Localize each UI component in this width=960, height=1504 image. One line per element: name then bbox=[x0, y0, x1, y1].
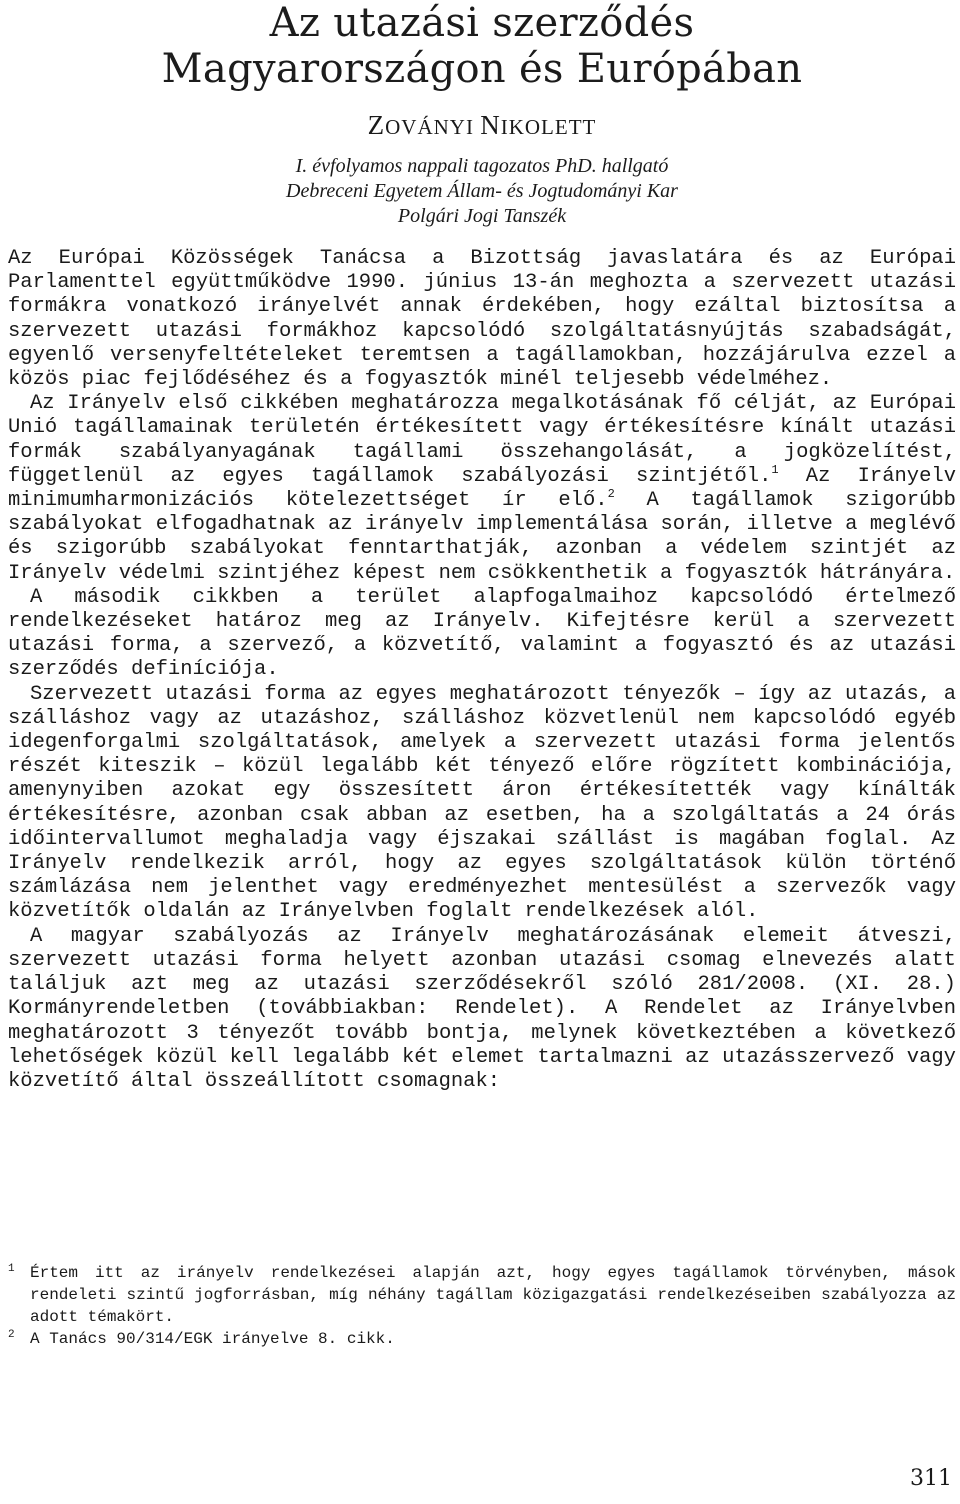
affiliation-line-3: Polgári Jogi Tanszék bbox=[397, 205, 567, 227]
footnote-1 bbox=[8, 1262, 956, 1328]
paragraph-2-part-a: Az Irányelv első cikkében meghatározza megalkotásának fő célját, az Európai Unió tagállamainak területén értékesített vagy értékesítésre kínált utazási formák szabályanyagának tagállami összehangolását, a jogközelítést, függetlenül az egyes tagállamok szabályozási szintjétől. bbox=[8, 392, 956, 488]
author-first-initial: Z bbox=[367, 110, 386, 140]
author-name bbox=[8, 110, 956, 140]
paragraph-5: A magyar szabályozás az Irányelv meghatározásának elemeit átveszi, szervezett utazási forma helyett azonban utazási csomag elnevezés alatt találjuk azt meg az utazási szerződésekről szóló 281/2008. (XI. 28.) Kormányrendeletben (továbbiakban: Rendelet). A Rendelet az Irányelvben meghatározott 3 tényezőt tovább bontja, melynek következtében a következő lehetőségek közül kell legalább két elemet tartalmazni az utazásszervező vagy közvetítő által összeállított csomagnak: bbox=[8, 924, 956, 1093]
footnote-2-text: A Tanács 90/314/EGK irányelve 8. cikk. bbox=[30, 1330, 395, 1348]
paragraph-2-part-b: Az Irányelv minimumharmonizációs kötelezettséget ír elő. bbox=[8, 464, 957, 513]
author-affiliation bbox=[8, 154, 956, 229]
author-first-rest: OVÁNYI bbox=[385, 115, 474, 139]
document-page bbox=[8, 0, 956, 1504]
footnote-1-text: Értem itt az irányelv rendelkezései alapján azt, hogy egyes tagállamok törvényben, mások rendeleti szintű jogforrásban, míg néhány tagállam közigazgatási rendelkezéseiben szabályozza az adott témakört. bbox=[30, 1264, 956, 1326]
paragraph-4: Szervezett utazási forma az egyes meghatározott tényezők – így az utazás, a szálláshoz vagy az utazáshoz, szálláshoz közvetlenül nem kapcsolódó egyéb idegenforgalmi szolgáltatások, amelyek a szervezett utazási forma jelentős részét kiteszik – közül legalább két tényező előre rögzített kombinációja, amenynyiben azokat egy összesített áron értékesítették vagy kínálták értékesítésre, azonban csak abban az esetben, ha a szolgáltatás a 24 órás időintervallumot meghaladja vagy éjszakai szállást is magában foglal. Az Irányelv rendelkezik arról, hogy az egyes szolgáltatások külön történő számlázása nem jelenthet vagy eredményezhet mentesülést a szervezők vagy közvetítők oldalán az Irányelvben foglalt rendelkezések alól. bbox=[8, 682, 956, 924]
paragraph-2-part-c: A tagállamok szigorúbb szabályokat elfogadhatnak az irányelv implementálása során, illetve a meglévő és szigorúbb szabályokat fenntarthatják, azonban a védelem szintjét az Irányelv védelmi szintjéhez képest nem csökkenthetik a fogyasztók hátrányára. bbox=[8, 489, 956, 585]
paragraph-1: Az Európai Közösségek Tanácsa a Bizottság javaslatára és az Európai Parlamenttel együttműködve 1990. június 13-án meghozta a szervezett utazási formákra vonatkozó irányelvét annak érdekében, hogy ezáltal biztosítsa a szervezett utazási formákhoz kapcsolódó szolgáltatásnyújtás szabadságát, egyenlő versenyfeltételeket teremtsen a tagállamokban, hozzájárulva ezzel a közös piac fejlődéséhez és a fogyasztók minél teljesebb védelméhez. bbox=[8, 247, 956, 392]
footnote-ref-2: 2 bbox=[607, 487, 615, 502]
affiliation-line-1: I. évfolyamos nappali tagozatos PhD. hallgató bbox=[295, 155, 669, 177]
footnotes bbox=[8, 1262, 956, 1350]
footnote-ref-1: 1 bbox=[771, 463, 779, 477]
article-body bbox=[8, 247, 956, 1094]
affiliation-line-2: Debreceni Egyetem Állam- és Jogtudományi Kar bbox=[286, 180, 678, 202]
title-line-1: Az utazási szerződés bbox=[269, 0, 695, 46]
footnote-2-number: 2 bbox=[8, 1329, 15, 1341]
footnote-2 bbox=[8, 1328, 956, 1350]
page-number: 311 bbox=[910, 1466, 952, 1491]
footnote-1-number: 1 bbox=[8, 1263, 15, 1275]
author-last-initial: N bbox=[480, 110, 501, 140]
article-title bbox=[8, 0, 956, 92]
title-line-2: Magyarországon és Európában bbox=[161, 46, 803, 92]
paragraph-3: A második cikkben a terület alapfogalmaihoz kapcsolódó értelmező rendelkezéseket határoz meg az Irányelv. Kifejtésre kerül a szervezett utazási forma, a szervező, a közvetítő, valamint a fogyasztó és az utazási szerződés definíciója. bbox=[8, 585, 956, 682]
author-last-rest: IKOLETT bbox=[500, 115, 597, 139]
paragraph-2 bbox=[8, 392, 956, 586]
